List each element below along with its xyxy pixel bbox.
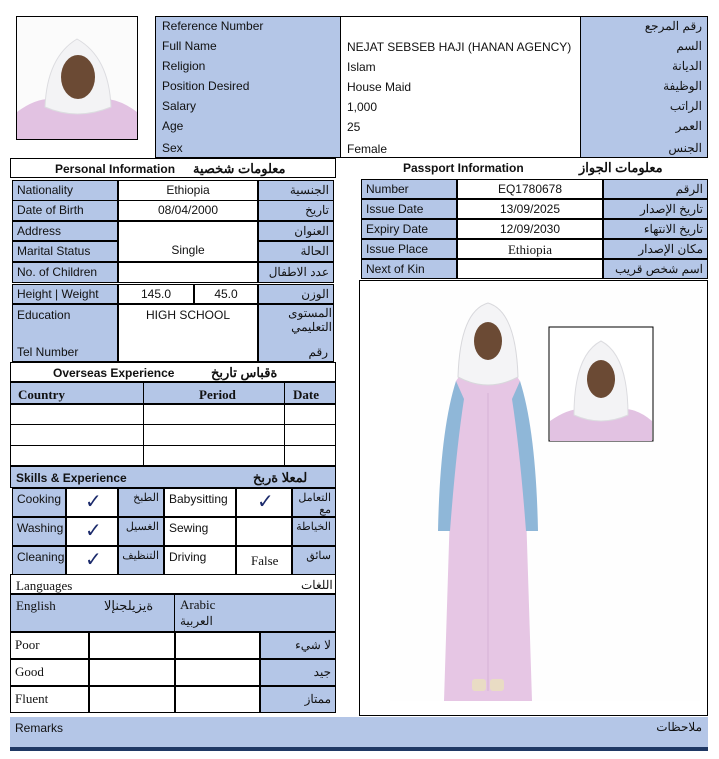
passport-title-en: Passport Information (403, 161, 524, 175)
remarks-label-ar: ملاحظات (656, 720, 702, 734)
header-label-ar: الوظيفة (663, 79, 702, 93)
footer-line (10, 747, 708, 751)
personal-value (118, 221, 258, 241)
overseas-title-en: Overseas Experience (53, 366, 175, 380)
education-label: Education (17, 308, 71, 322)
skill-label-ar: التنظيف (118, 546, 164, 575)
passport-value: Ethiopia (457, 239, 603, 259)
passport-label: Issue Date (361, 199, 457, 219)
tel-value (118, 343, 258, 349)
skills-title-en: Skills & Experience (16, 471, 127, 485)
personal-info-title-bar (10, 158, 336, 178)
language-english-en: English (16, 598, 56, 613)
skill-label: Babysitting (164, 488, 236, 517)
language-level-label-ar: ممتاز (260, 686, 336, 713)
languages-title-ar: اللغات (301, 578, 333, 592)
passport-title-ar: معلومات الجواز (579, 160, 663, 175)
skill-mark-cell (236, 488, 292, 517)
skill-label: Washing (12, 517, 66, 546)
passport-label-ar: الرقم (603, 179, 708, 199)
header-label: Salary (162, 99, 197, 113)
passport-value: 13/09/2025 (457, 199, 603, 219)
skill-label: Cooking (12, 488, 66, 517)
overseas-col-date: Date (293, 387, 319, 402)
header-value: 1,000 (347, 100, 378, 114)
check-icon: ✓ (85, 518, 102, 542)
check-icon: ✓ (85, 547, 102, 571)
language-level-english (89, 632, 175, 659)
personal-value (118, 262, 258, 283)
portrait-photo (16, 16, 138, 140)
personal-value: 08/04/2000 (118, 200, 258, 221)
personal-label: Address (12, 221, 118, 241)
header-label-ar: الراتب (669, 99, 702, 113)
language-arabic-en: Arabic (180, 597, 216, 612)
portrait-photo-image (17, 17, 137, 139)
skills-title-ar: لمعلا ةربخ (253, 470, 308, 485)
skill-mark-cell (236, 546, 292, 575)
personal-value: Ethiopia (118, 180, 258, 201)
personal-label-ar: عدد الاطفال (258, 262, 334, 283)
passport-value (457, 259, 603, 279)
language-level-english (89, 686, 175, 713)
header-value: Islam (347, 60, 376, 74)
language-level-arabic (175, 659, 260, 686)
education-value: HIGH SCHOOL (145, 308, 230, 322)
skill-label: Sewing (164, 517, 236, 546)
passport-value: EQ1780678 (457, 179, 603, 199)
header-label: Age (162, 119, 184, 133)
personal-label-ar: تاريخ (258, 200, 334, 221)
full-body-photo-image (360, 281, 707, 715)
header-label-ar: رقم المرجع (644, 19, 702, 33)
passport-label: Next of Kin (361, 259, 457, 279)
header-label: Reference Number (162, 19, 264, 33)
language-level-label: Poor (10, 632, 89, 659)
personal-label-ar: الحالة (258, 241, 334, 262)
language-level-arabic (175, 686, 260, 713)
skill-label-ar: التعامل مع (292, 488, 336, 517)
skill-label-ar: الطبخ (118, 488, 164, 517)
header-value: Female (347, 142, 388, 156)
skill-label-ar: الغسيل (118, 517, 164, 546)
remarks-bar (10, 717, 708, 747)
personal-label: Date of Birth (12, 200, 118, 221)
header-value: House Maid (347, 80, 412, 94)
header-label: Religion (162, 59, 206, 73)
overseas-col-country: Country (18, 387, 65, 402)
check-icon: ✓ (257, 489, 274, 513)
passport-label: Issue Place (361, 239, 457, 259)
skill-mark-cell (66, 517, 118, 546)
overseas-body (10, 404, 336, 466)
languages-header-row (10, 594, 336, 632)
personal-label: No. of Children (12, 262, 118, 283)
header-label-ar: الجنس (668, 141, 702, 155)
header-value: 25 (347, 120, 361, 134)
header-label: Sex (162, 141, 183, 155)
full-body-photo (359, 280, 708, 716)
language-level-label-ar: جيد (260, 659, 336, 686)
skill-value-text: False (251, 553, 279, 568)
passport-label-ar: اسم شخص قريب (603, 259, 708, 279)
check-icon: ✓ (85, 489, 102, 513)
personal-label: Nationality (12, 180, 118, 201)
personal-label-ar: العنوان (258, 221, 334, 241)
skill-mark-cell (66, 488, 118, 517)
height-value: 145.0 (118, 284, 194, 304)
passport-title-bar (357, 158, 708, 178)
tel-label: Tel Number (17, 345, 79, 359)
overseas-title-bar (10, 362, 336, 382)
personal-info-title-ar: معلومات شخصية (193, 161, 286, 176)
skill-label: Driving (164, 546, 236, 575)
education-label-ar: المستوى التعليمي (288, 306, 332, 334)
weight-value: 45.0 (194, 284, 258, 304)
skills-title-bar (10, 466, 336, 488)
passport-label-ar: تاريخ الإصدار (603, 199, 708, 219)
tel-label-ar: رقم (308, 345, 328, 359)
language-arabic-ar: العربية (180, 614, 213, 628)
header-label-ar: الديانة (671, 59, 702, 73)
header-label-ar: السم (676, 39, 702, 53)
header-value: NEJAT SEBSEB HAJI (HANAN AGENCY) (347, 40, 572, 54)
language-level-label: Good (10, 659, 89, 686)
languages-title-en: Languages (16, 578, 73, 593)
skill-label-ar: الخياطة (292, 517, 336, 546)
personal-value: Single (118, 241, 258, 262)
languages-title-bar (10, 574, 336, 594)
passport-value: 12/09/2030 (457, 219, 603, 239)
skill-label-ar: سائق (292, 546, 336, 575)
skill-mark-cell (236, 517, 292, 546)
personal-label: Marital Status (12, 241, 118, 262)
passport-label-ar: تاريخ الانتهاء (603, 219, 708, 239)
language-level-label-ar: لا شيء (260, 632, 336, 659)
skill-mark-cell (66, 546, 118, 575)
language-level-arabic (175, 632, 260, 659)
overseas-col-period: Period (199, 387, 236, 402)
overseas-title-ar: ةقباس تاربخ (211, 365, 278, 380)
skill-label: Cleaning (12, 546, 66, 575)
personal-info-title-en: Personal Information (55, 162, 176, 176)
header-label: Full Name (162, 39, 217, 53)
height-weight-label: Height | Weight (12, 284, 118, 304)
height-weight-label-ar: الوزن (258, 284, 334, 304)
header-value (343, 18, 351, 24)
passport-label-ar: مكان الإصدار (603, 239, 708, 259)
header-label: Position Desired (162, 79, 250, 93)
passport-label: Number (361, 179, 457, 199)
personal-label-ar: الجنسية (258, 180, 334, 201)
passport-label: Expiry Date (361, 219, 457, 239)
remarks-label-en: Remarks (15, 721, 64, 735)
language-level-label: Fluent (10, 686, 89, 713)
language-english-ar: ةيزيلجنإلا (104, 598, 154, 613)
language-level-english (89, 659, 175, 686)
header-label-ar: العمر (675, 119, 702, 133)
